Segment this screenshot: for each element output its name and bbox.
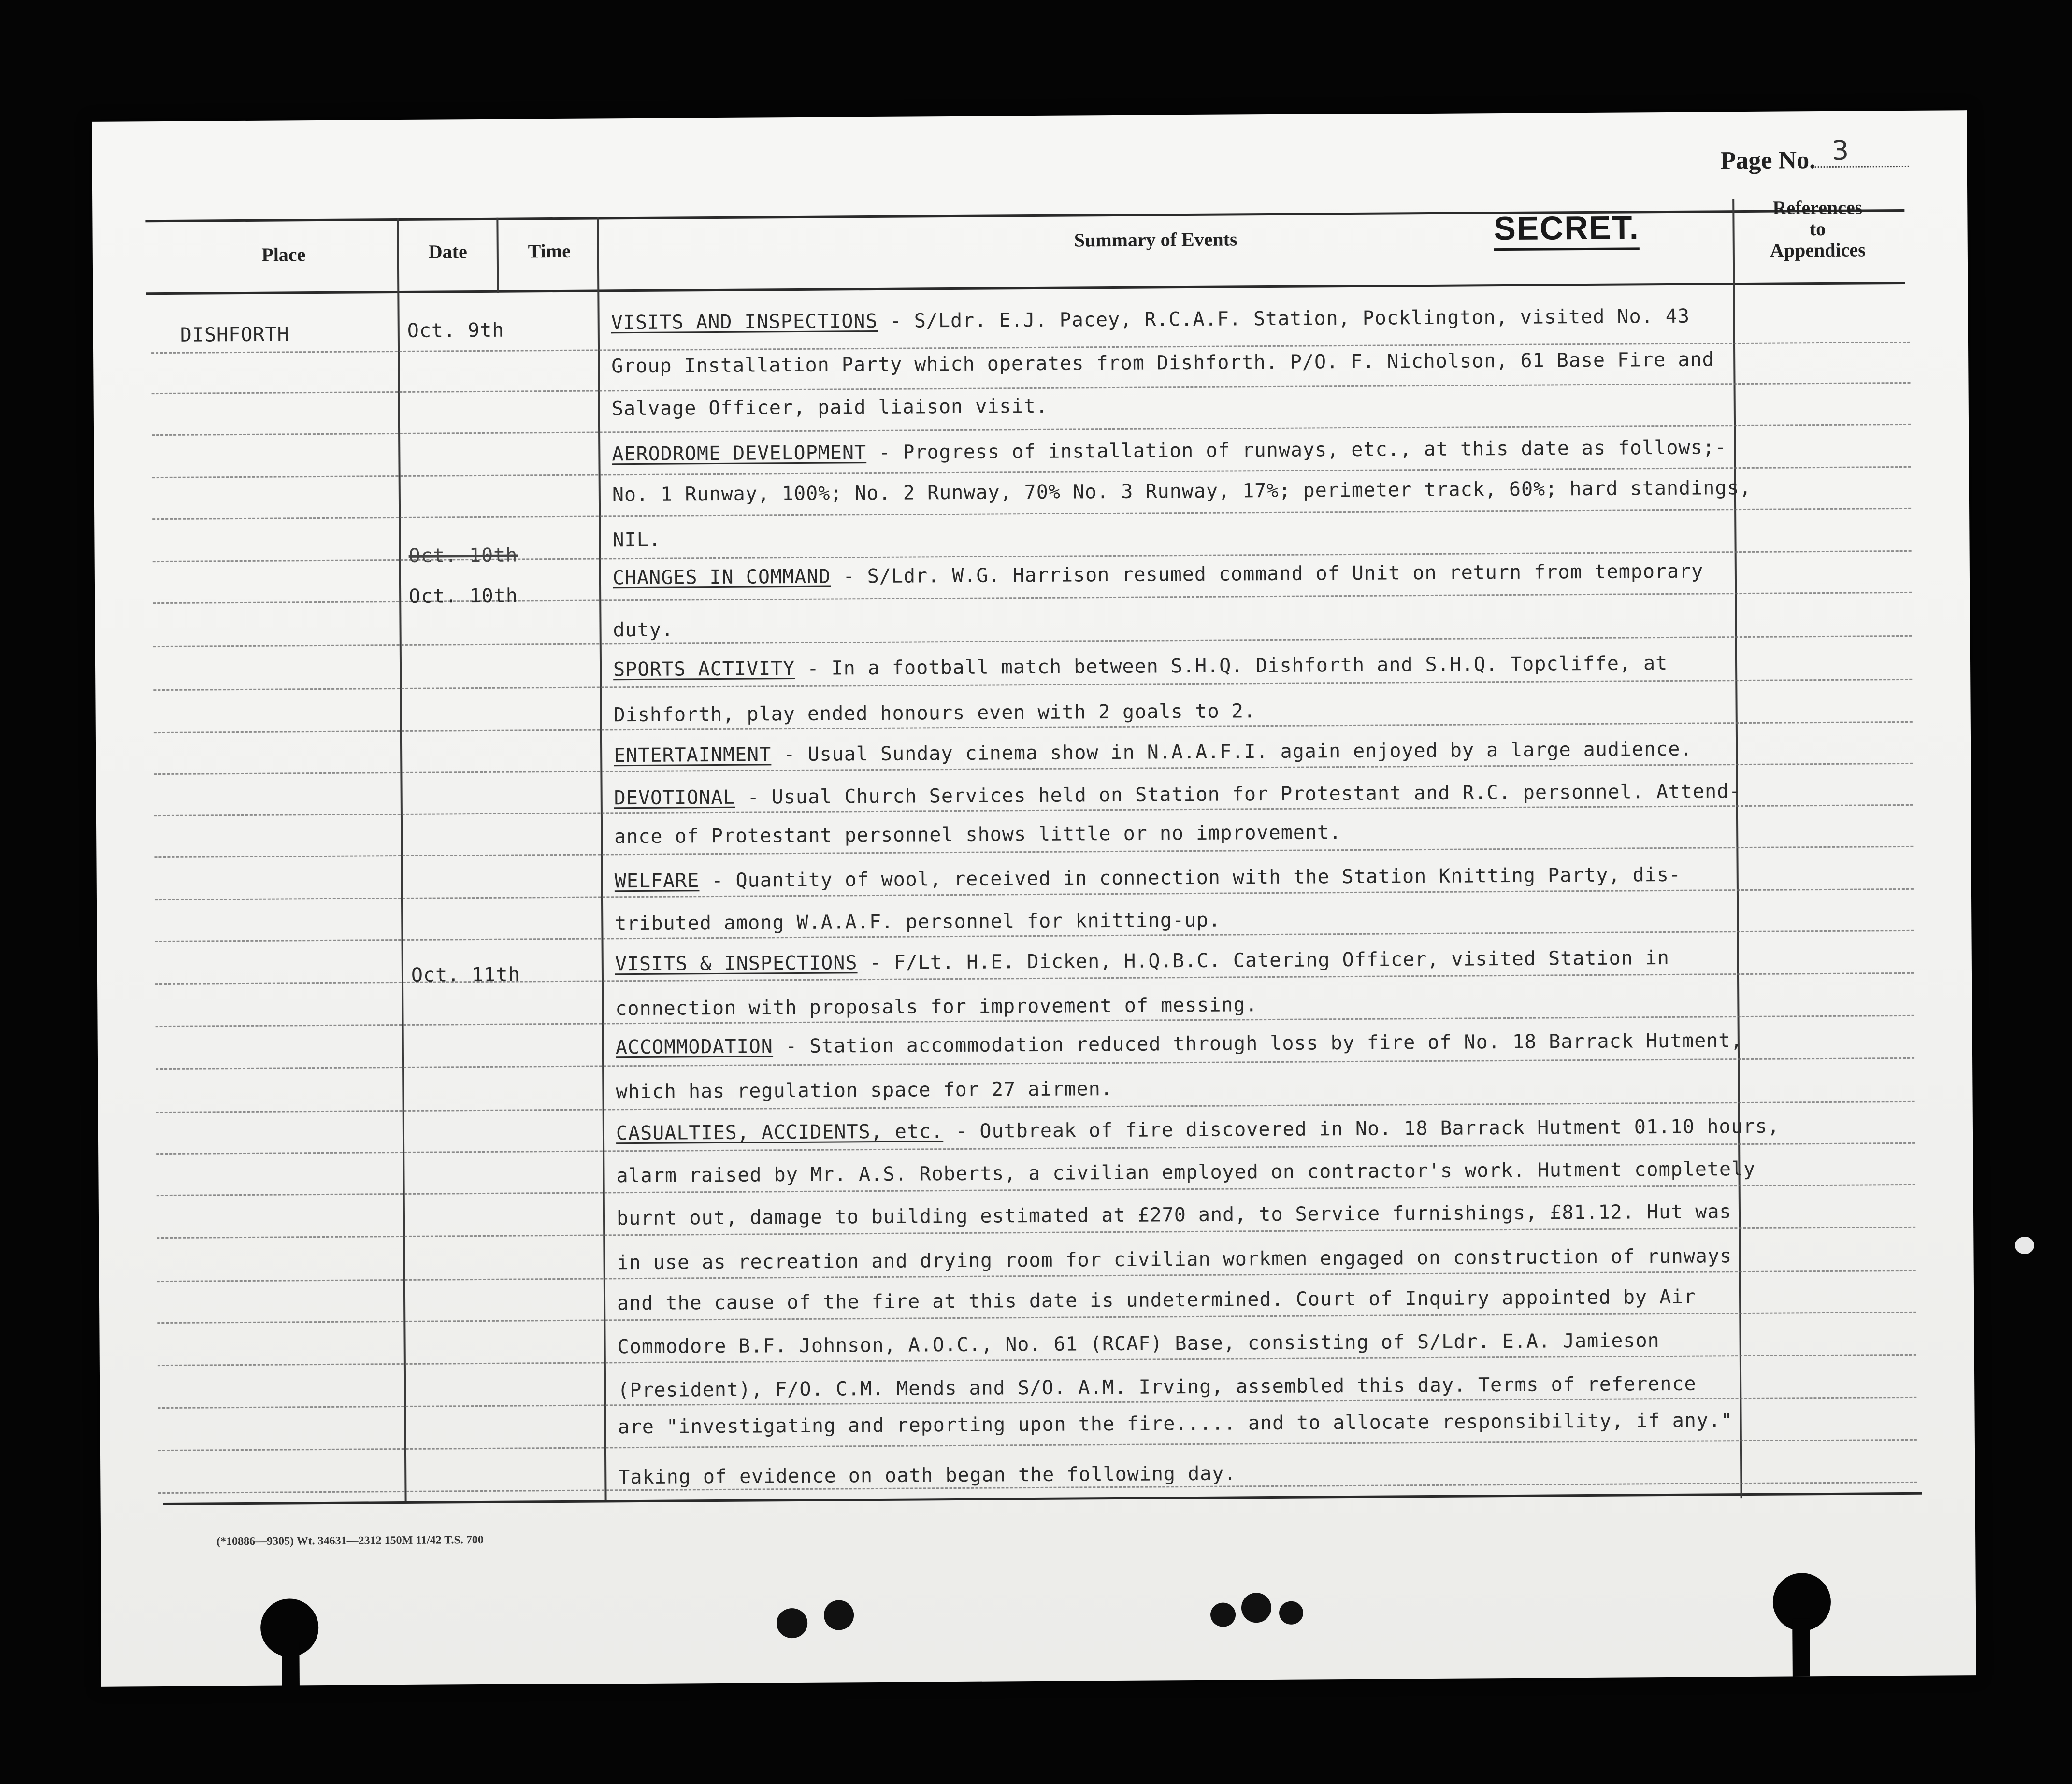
- column-header-time: Time: [528, 240, 571, 262]
- summary-line: alarm raised by Mr. A.S. Roberts, a civilian employed on contractor's work. Hutment completely: [616, 1157, 1756, 1187]
- binder-hole-slot: [1792, 1618, 1810, 1676]
- date-entry: Oct. 11th: [411, 963, 520, 986]
- summary-line: duty.: [613, 618, 674, 642]
- summary-heading: CHANGES IN COMMAND: [612, 565, 831, 589]
- ink-blot: [824, 1600, 854, 1630]
- summary-line: and the cause of the fire at this date is undetermined. Court of Inquiry appointed by Air: [617, 1285, 1696, 1315]
- secret-stamp: SECRET.: [1494, 209, 1640, 251]
- ruled-line: [152, 424, 1911, 436]
- summary-heading: VISITS AND INSPECTIONS: [611, 310, 878, 334]
- table-bottom-rule: [163, 1492, 1922, 1505]
- ruled-line: [152, 382, 1911, 394]
- ruled-line: [157, 1184, 1915, 1196]
- column-divider-date-time: [496, 218, 499, 293]
- summary-line: CHANGES IN COMMAND - S/Ldr. W.G. Harrison resumed command of Unit on return from temporary: [612, 560, 1704, 589]
- summary-line: Dishforth, play ended honours even with 2 goals to 2.: [613, 700, 1256, 727]
- ruled-line: [157, 1227, 1915, 1239]
- summary-line: in use as recreation and drying room for civilian workmen engaged on construction of runways: [617, 1245, 1732, 1274]
- header-bottom-rule: [146, 282, 1905, 295]
- summary-heading: ACCOMMODATION: [615, 1035, 774, 1059]
- summary-line: Commodore B.F. Johnson, A.O.C., No. 61 (RCAF) Base, consisting of S/Ldr. E.A. Jamieson: [617, 1329, 1660, 1358]
- summary-line: tributed among W.A.A.F. personnel for knitting-up.: [615, 909, 1221, 935]
- date-entry: Oct. 10th: [409, 585, 518, 608]
- ink-blot: [777, 1608, 807, 1638]
- summary-heading: VISITS & INSPECTIONS: [615, 952, 858, 976]
- summary-line: VISITS & INSPECTIONS - F/Lt. H.E. Dicken, H.Q.B.C. Catering Officer, visited Station in: [615, 946, 1670, 976]
- column-header-date: Date: [428, 241, 467, 263]
- ruled-line: [152, 508, 1911, 520]
- summary-line: No. 1 Runway, 100%; No. 2 Runway, 70% No. 3 Runway, 17%; perimeter track, 60%; hard standings,: [612, 476, 1752, 506]
- ruled-line: [155, 888, 1914, 900]
- summary-line: burnt out, damage to building estimated at £270 and, to Service furnishings, £81.12. Hut was: [616, 1200, 1732, 1230]
- ruled-line: [156, 1057, 1914, 1070]
- ruled-line: [158, 1354, 1916, 1366]
- summary-line: Salvage Officer, paid liaison visit.: [611, 395, 1048, 420]
- page-number-underline: [1813, 166, 1909, 168]
- summary-line: DEVOTIONAL - Usual Church Services held on Station for Protestant and R.C. personnel. Attend-: [614, 780, 1741, 810]
- ruled-line: [158, 1439, 1917, 1451]
- summary-heading: AERODROME DEVELOPMENT: [612, 442, 867, 466]
- summary-line: AERODROME DEVELOPMENT - Progress of installation of runways, etc., at this date as follows;-: [612, 436, 1727, 466]
- summary-line: VISITS AND INSPECTIONS - S/Ldr. E.J. Pacey, R.C.A.F. Station, Pocklington, visited No. 43: [611, 305, 1690, 334]
- summary-line: ance of Protestant personnel shows little or no improvement.: [614, 821, 1342, 848]
- form-print-code: (*10886—9305) Wt. 34631—2312 150M 11/42 T.S. 700: [216, 1533, 484, 1548]
- ruled-line: [154, 763, 1913, 775]
- summary-line: WELFARE - Quantity of wool, received in connection with the Station Knitting Party, dis-: [614, 863, 1682, 893]
- page-number-label: Page No.: [1720, 146, 1816, 175]
- summary-line: connection with proposals for improvement of messing.: [615, 994, 1258, 1020]
- summary-line: CASUALTIES, ACCIDENTS, etc. - Outbreak of fire discovered in No. 18 Barrack Hutment 01.10 hours,: [616, 1115, 1780, 1145]
- summary-heading: CASUALTIES, ACCIDENTS, etc.: [616, 1120, 944, 1145]
- ruled-line: [156, 1101, 1915, 1113]
- column-divider-time-summary: [597, 217, 606, 1500]
- references-line-2: to: [1809, 217, 1826, 240]
- column-divider-place-date: [397, 218, 406, 1501]
- references-line-3: Appendices: [1770, 239, 1866, 261]
- document-sheet: [92, 110, 1976, 1687]
- ruled-line: [157, 1312, 1916, 1324]
- ink-blot: [1210, 1602, 1236, 1627]
- ruled-line: [152, 466, 1911, 478]
- column-header-place: Place: [261, 243, 306, 266]
- summary-line: which has regulation space for 27 airmen.: [616, 1078, 1113, 1103]
- page-number-value: 3: [1831, 135, 1849, 167]
- ruled-line: [154, 846, 1913, 858]
- ruled-line: [153, 679, 1912, 691]
- summary-line: ENTERTAINMENT - Usual Sunday cinema show in N.A.A.F.I. again enjoyed by a large audience.: [614, 738, 1693, 767]
- summary-line: ACCOMMODATION - Station accommodation reduced through loss by fire of No. 18 Barrack Hutment,: [615, 1029, 1743, 1059]
- summary-line: SPORTS ACTIVITY - In a football match between S.H.Q. Dishforth and S.H.Q. Topcliffe, at: [613, 652, 1668, 681]
- summary-heading: SPORTS ACTIVITY: [613, 657, 795, 681]
- binder-hole-slot: [282, 1642, 300, 1690]
- summary-line: are "investigating and reporting upon the fire..... and to allocate responsibility, if any.": [618, 1409, 1733, 1439]
- column-header-references: [1740, 197, 1895, 261]
- column-header-summary: Summary of Events: [1074, 228, 1237, 251]
- ruled-line: [157, 1270, 1916, 1282]
- references-line-1: References: [1772, 196, 1863, 219]
- summary-line: NIL.: [612, 528, 661, 552]
- summary-line: Taking of evidence on oath began the following day.: [618, 1462, 1237, 1489]
- ink-blot: [1279, 1601, 1303, 1625]
- summary-line: (President), F/O. C.M. Mends and S/O. A.M. Irving, assembled this day. Terms of reference: [618, 1372, 1697, 1402]
- summary-line: Group Installation Party which operates from Dishforth. P/O. F. Nicholson, 61 Base Fire and: [611, 348, 1714, 378]
- ruled-line: [156, 1142, 1915, 1155]
- summary-heading: DEVOTIONAL: [614, 786, 735, 810]
- ink-blot: [1241, 1593, 1271, 1623]
- place-entry: DISHFORTH: [180, 323, 289, 346]
- summary-heading: ENTERTAINMENT: [614, 743, 772, 767]
- date-entry: Oct. 9th: [407, 319, 504, 342]
- table-top-rule: [145, 209, 1904, 222]
- date-entry-struck: Oct. 10th: [408, 544, 518, 567]
- paper-fleck: [2015, 1237, 2034, 1254]
- ruled-line: [153, 635, 1912, 647]
- summary-heading: WELFARE: [614, 870, 700, 893]
